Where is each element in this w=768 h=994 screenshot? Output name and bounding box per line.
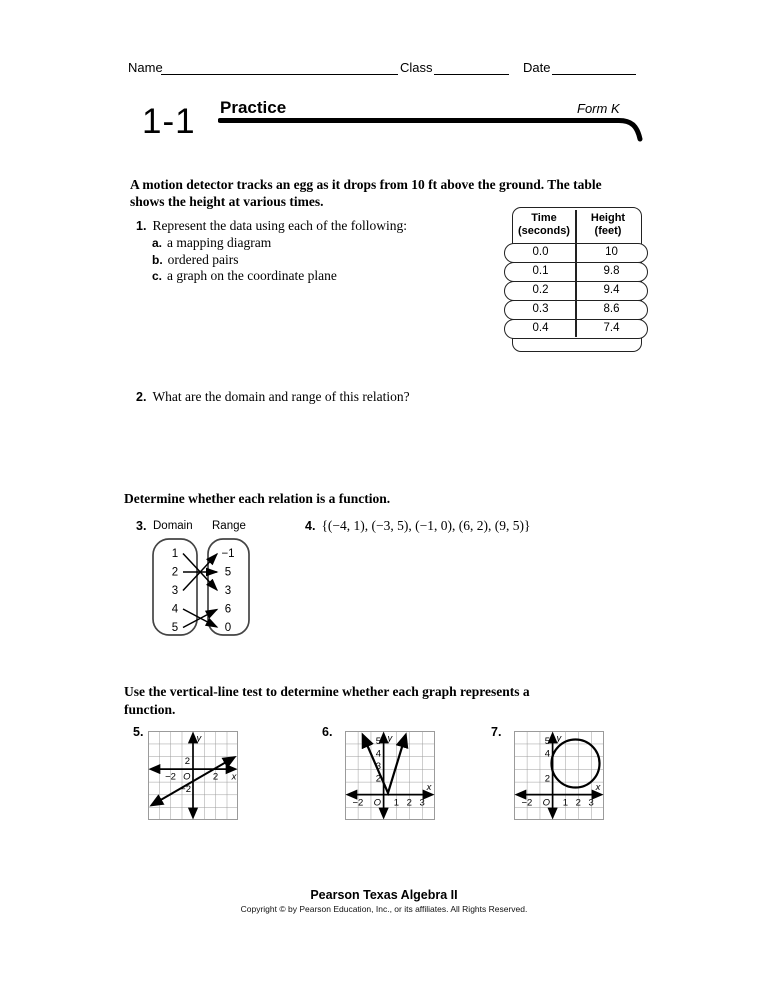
graph-7-circle (514, 731, 604, 820)
x-tick-label: 2 (212, 771, 219, 783)
table-cell-time: 0.4 (532, 322, 549, 334)
table-cell-height: 8.6 (603, 303, 620, 315)
table-cell-time: 0.0 (532, 246, 549, 258)
y-tick-label: 5 (544, 736, 550, 747)
table-cell-height: 10 (605, 246, 618, 258)
x-tick-label: −2 (521, 797, 533, 809)
y-axis-label: y (556, 733, 562, 744)
table-cell-time: 0.2 (532, 284, 549, 296)
lesson-number: 1-1 (142, 102, 196, 141)
table-cell-height: 7.4 (603, 322, 620, 334)
x-tick-label: −2 (352, 797, 364, 809)
page-title: Practice (220, 98, 287, 117)
y-tick-label: 3 (375, 761, 381, 772)
table-header-height: Height (feet) (590, 212, 626, 237)
x-tick-label: 2 (575, 797, 581, 809)
y-axis-label: y (387, 733, 393, 744)
question-1 (136, 218, 407, 285)
mapping-diagram (150, 535, 252, 639)
time-height-table (504, 207, 648, 353)
question-1b-letter: b. (152, 252, 163, 267)
question-5-number: 5. (133, 725, 144, 739)
question-1-text: Represent the data using each of the following: (152, 218, 407, 233)
range-value: 0 (224, 622, 232, 634)
domain-label: Domain (153, 520, 193, 532)
table-cell-height: 9.8 (603, 265, 620, 277)
x-axis-label: x (426, 782, 432, 793)
range-value: 3 (224, 585, 232, 597)
question-2 (136, 389, 410, 405)
intro-line-2: shows the height at various times. (130, 194, 324, 209)
domain-value: 3 (171, 585, 179, 597)
class-blank[interactable] (434, 61, 509, 75)
question-4-number: 4. (305, 519, 316, 533)
footer-copyright: Copyright © by Pearson Education, Inc., or its affiliates. All Rights Reserved. (240, 904, 528, 914)
question-3-number: 3. (136, 519, 147, 533)
y-tick-label: 5 (375, 736, 381, 747)
graph-5-line (148, 731, 238, 820)
x-tick-label: 3 (588, 797, 594, 809)
table-cell-time: 0.1 (532, 265, 549, 277)
x-tick-label: 2 (406, 797, 412, 809)
question-6-number: 6. (322, 725, 333, 739)
table-cell-time: 0.3 (532, 303, 549, 315)
domain-value: 1 (171, 548, 179, 560)
footer-book-title: Pearson Texas Algebra II (310, 888, 458, 902)
range-label: Range (212, 520, 246, 532)
origin-label: O (542, 797, 550, 809)
domain-value: 4 (171, 603, 179, 616)
problem-intro (130, 176, 660, 210)
domain-value: 5 (171, 622, 179, 634)
intro-line-1: A motion detector tracks an egg as it drops from 10 ft above the ground. The table (130, 177, 602, 192)
question-1c-letter: c. (152, 269, 163, 283)
origin-label: O (183, 771, 191, 783)
question-2-text: What are the domain and range of this relation? (152, 389, 410, 404)
name-blank[interactable] (161, 61, 398, 75)
x-axis-label: x (595, 782, 601, 793)
x-tick-label: 1 (562, 797, 569, 809)
x-tick-label: 1 (393, 797, 400, 809)
y-tick-label: −2 (180, 784, 191, 795)
question-1a-letter: a. (152, 236, 163, 250)
date-label: Date (523, 60, 551, 75)
section-heading-vertical-line-test (124, 683, 594, 718)
section2-line-1: Use the vertical-line test to determine whether each graph represents a (124, 684, 530, 699)
range-value: 5 (224, 566, 232, 579)
question-4 (305, 518, 530, 534)
question-4-ordered-pairs: {(−4, 1), (−3, 5), (−1, 0), (6, 2), (9, 5)} (321, 518, 531, 533)
name-label: Name (128, 60, 163, 75)
form-label: Form K (577, 101, 620, 116)
y-tick-label: 4 (375, 748, 381, 760)
table-column-divider (575, 210, 577, 337)
range-value: −1 (221, 548, 235, 560)
section2-line-2: function. (124, 701, 176, 717)
x-tick-label: 3 (419, 797, 425, 809)
x-axis-label: x (231, 771, 237, 783)
question-1-number: 1. (136, 219, 147, 233)
table-header-time: Time (seconds) (518, 212, 570, 237)
question-1a-text: a mapping diagram (167, 235, 272, 250)
y-tick-label: 2 (544, 773, 550, 785)
section-heading-function: Determine whether each relation is a function. (124, 491, 391, 506)
y-tick-label: 2 (184, 756, 190, 767)
question-1c-text: a graph on the coordinate plane (167, 268, 337, 283)
table-cell-height: 9.4 (603, 284, 620, 296)
question-1b-text: ordered pairs (167, 251, 239, 267)
y-tick-label: 4 (544, 748, 550, 760)
class-label: Class (400, 60, 433, 75)
origin-label: O (373, 797, 381, 809)
domain-value: 2 (171, 566, 179, 579)
question-7-number: 7. (491, 725, 502, 739)
y-tick-label: 2 (375, 773, 381, 785)
y-axis-label: y (196, 733, 202, 744)
range-value: 6 (224, 603, 232, 616)
x-tick-label: −2 (165, 771, 176, 783)
graph-6-absolute-value (345, 731, 435, 820)
question-2-number: 2. (136, 390, 147, 404)
title-rule-swoosh (218, 117, 646, 145)
date-blank[interactable] (552, 61, 636, 75)
